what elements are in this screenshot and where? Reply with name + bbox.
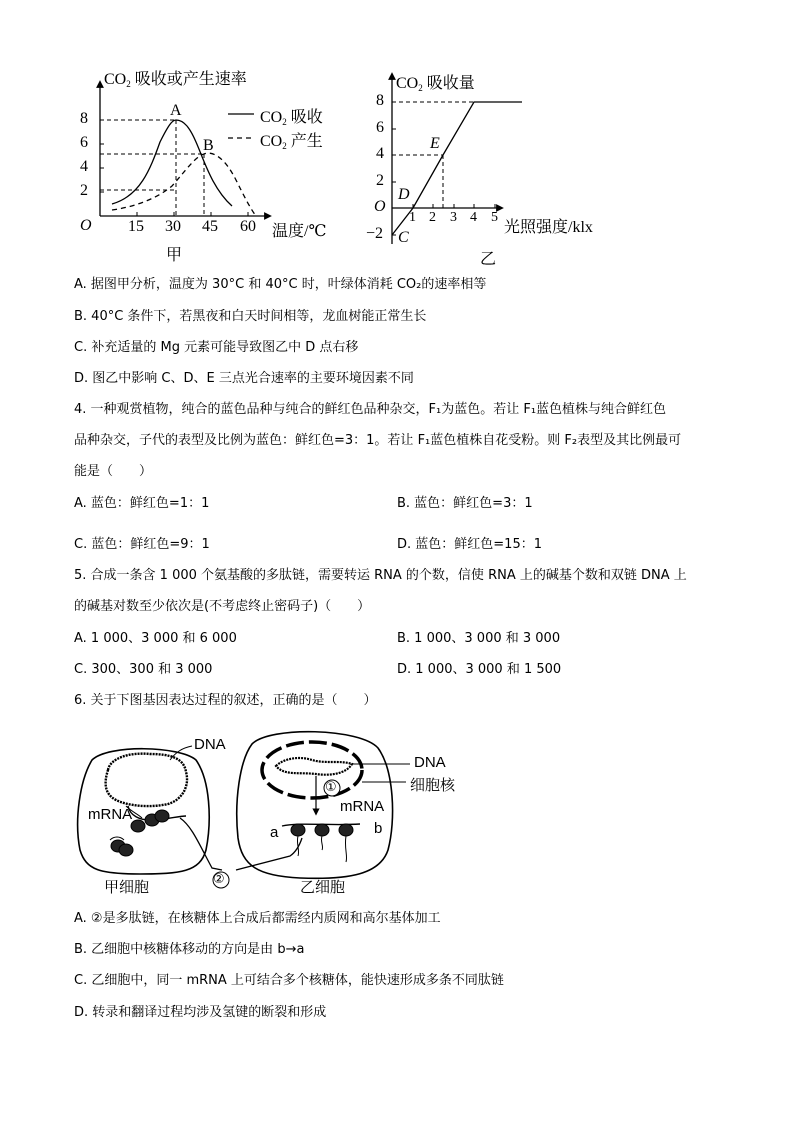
q6-option-d: D. 转录和翻译过程均涉及氢键的断裂和形成	[74, 1005, 327, 1020]
yi-point-c-label: C	[398, 229, 409, 246]
yi-label-b: b	[374, 820, 383, 837]
q3-option-d: D. 图乙中影响 C、D、E 三点光合速率的主要环境因素不同	[74, 371, 414, 386]
yi-point-e-label: E	[430, 135, 440, 152]
q4-stem-line-3: 能是（ ）	[74, 464, 153, 479]
q3-option-a: A. 据图甲分析，温度为 30°C 和 40°C 时，叶绿体消耗 CO₂的速率相等	[74, 277, 487, 292]
jia-ribosome	[155, 810, 169, 822]
jia-cell-caption: 甲细胞	[104, 879, 150, 896]
yi-xtick-label-1: 1	[409, 210, 416, 225]
jia-origin: O	[80, 217, 92, 234]
jia-legend-absorb: $CO_2$ 吸收	[260, 109, 323, 127]
yi-ytick-label-m2: −2	[366, 225, 384, 242]
yi-nucleus-label: 细胞核	[410, 777, 456, 794]
q5-stem-line-2: 的碱基对数至少依次是(不考虑终止密码子)（ ）	[74, 599, 371, 614]
jia-xtick-label-30: 30	[165, 218, 181, 235]
jia-peptide	[110, 837, 124, 840]
jia-xtick-label-15: 15	[128, 218, 144, 235]
q5-option-a: A. 1 000、3 000 和 6 000	[74, 631, 237, 646]
yi-ribosome	[315, 824, 329, 836]
yi-peptide-2	[321, 836, 322, 850]
q4-option-d: D. 蓝色：鲜红色=15：1	[397, 537, 542, 552]
q4-stem-line-1: 4. 一种观赏植物，纯合的蓝色品种与纯合的鲜红色品种杂交，F₁为蓝色。若让 F₁蓝色植株与纯合鲜红色	[74, 402, 667, 417]
jia-caption: 甲	[166, 247, 183, 264]
q4-option-b: B. 蓝色：鲜红色=3：1	[397, 496, 533, 511]
yi-xtick-label-4: 4	[470, 210, 477, 225]
q3-option-b: B. 40°C 条件下，若黑夜和白天时间相等，龙血树能正常生长	[74, 309, 427, 324]
peptide-pointer-left	[180, 818, 222, 870]
yi-xtick-label-5: 5	[491, 210, 498, 225]
jia-ytick-label-8: 8	[80, 110, 88, 127]
q5-option-c: C. 300、300 和 3 000	[74, 662, 213, 677]
jia-xtick-label-45: 45	[202, 218, 218, 235]
yi-ytick-label-4: 4	[376, 145, 384, 162]
yi-ytick-label-6: 6	[376, 119, 384, 136]
q6-stem: 6. 关于下图基因表达过程的叙述，正确的是（ ）	[74, 693, 377, 708]
yi-mrna-label: mRNA	[340, 798, 385, 815]
step-2-label: ②	[213, 871, 225, 886]
yi-ytick-label-8: 8	[376, 92, 384, 109]
jia-title: $CO_2$ 吸收或产生速率	[104, 71, 247, 89]
jia-ytick-label-4: 4	[80, 158, 88, 175]
jia-xtick-label-60: 60	[240, 218, 256, 235]
yi-nucleus-envelope	[262, 742, 362, 798]
q4-stem-line-2: 品种杂交，子代的表型及比例为蓝色：鲜红色=3：1。若让 F₁蓝色植株自花受粉。则 F₂表型及其比例最可	[74, 433, 682, 448]
yi-ytick-label-2: 2	[376, 172, 384, 189]
yi-origin: O	[374, 198, 386, 215]
yi-label-a: a	[270, 824, 279, 841]
q3-option-c: C. 补充适量的 Mg 元素可能导致图乙中 D 点右移	[74, 340, 359, 355]
jia-ytick-label-6: 6	[80, 134, 88, 151]
yi-xtick-label-2: 2	[429, 210, 436, 225]
q5-stem-line-1: 5. 合成一条含 1 000 个氨基酸的多肽链，需要转运 RNA 的个数，信使 RNA 上的碱基个数和双链 DNA 上	[74, 568, 687, 583]
yi-ribosomes	[291, 824, 353, 836]
yi-x-label: 光照强度/klx	[504, 219, 593, 236]
yi-dna-label: DNA	[414, 754, 446, 771]
yi-dna-strand	[276, 758, 352, 775]
q5-option-d: D. 1 000、3 000 和 1 500	[397, 662, 562, 677]
yi-title: $CO_2$ 吸收量	[396, 75, 475, 93]
jia-dna-loop	[106, 754, 187, 806]
yi-peptide-3	[345, 836, 346, 862]
yi-point-d-label: D	[398, 186, 410, 203]
jia-point-b-label: B	[203, 137, 214, 154]
jia-legend-produce: $CO_2$ 产生	[260, 133, 323, 151]
peptide-pointer-right	[236, 838, 302, 870]
q6-option-a: A. ②是多肽链，在核糖体上合成后都需经内质网和高尔基体加工	[74, 911, 441, 926]
q6-option-c: C. 乙细胞中，同一 mRNA 上可结合多个核糖体，能快速形成多条不同肽链	[74, 973, 504, 988]
yi-ribosome	[291, 824, 305, 836]
step-1-label: ①	[325, 779, 337, 794]
q5-option-b: B. 1 000、3 000 和 3 000	[397, 631, 561, 646]
q4-option-a: A. 蓝色：鲜红色=1：1	[74, 496, 210, 511]
yi-xtick-label-3: 3	[450, 210, 457, 225]
yi-cell-caption: 乙细胞	[300, 879, 346, 896]
q4-option-c: C. 蓝色：鲜红色=9：1	[74, 537, 210, 552]
yi-caption: 乙	[480, 251, 497, 268]
jia-point-a-label: A	[170, 102, 182, 119]
yi-ribosome	[339, 824, 353, 836]
q6-option-b: B. 乙细胞中核糖体移动的方向是由 b→a	[74, 942, 305, 957]
jia-ribosome	[119, 844, 133, 856]
jia-x-label: 温度/℃	[272, 223, 327, 240]
jia-ribosome	[131, 820, 145, 832]
jia-mrna-label: mRNA	[88, 806, 133, 823]
jia-ytick-label-2: 2	[80, 182, 88, 199]
jia-dna-label: DNA	[194, 736, 226, 753]
